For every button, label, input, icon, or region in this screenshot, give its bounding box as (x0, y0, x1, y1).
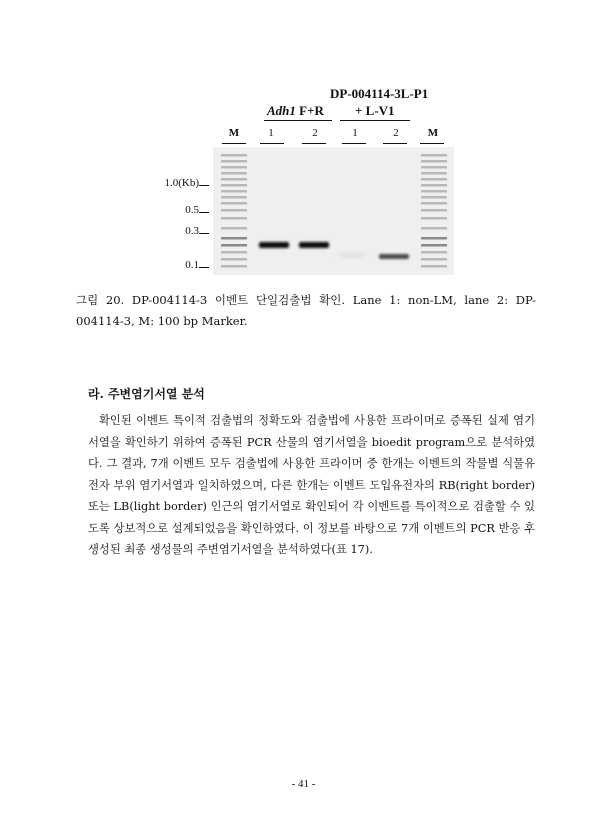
ladder-band (421, 237, 447, 240)
gel-background (213, 147, 454, 275)
lane-label-1a: 1 (268, 127, 274, 139)
ladder-band (221, 258, 247, 261)
ladder-band (221, 178, 247, 181)
ladder-band (221, 196, 247, 199)
ladder-band (221, 166, 247, 169)
lane-label-2b: 2 (393, 127, 399, 139)
section-heading: 라. 주변염기서열 분석 (88, 387, 205, 401)
ladder-labels (140, 0, 199, 300)
body-paragraph (88, 410, 535, 561)
ladder-label-1kb: 1.0(Kb) (164, 177, 199, 189)
lane-underline-3 (302, 143, 326, 144)
primer-group1-italic: Adh1 (267, 103, 296, 118)
ladder-band (421, 217, 447, 220)
lane-underline-5 (383, 143, 407, 144)
ladder-tick-01 (199, 267, 209, 268)
primer-group1-rest: F+R (295, 103, 324, 118)
ladder-band (421, 265, 447, 268)
ladder-tick-03 (199, 233, 209, 234)
body-text: 확인된 이벤트 특이적 검출법의 정확도와 검출법에 사용한 프라이머로 증폭된 실제 염기서열을 확인하기 위하여 증폭된 PCR 산물의 염기서열을 bioedit program으로 분석하였다. 그 결과, 7개 이벤트 모두 검출법에 사용한 프라이머 중 한개는 이벤트의 작물별 식물유전자 부위 염기서열과 일치하였으며, 다른 한개는 이벤트 도입유전자의 RB(right border) 또는 LB(light border) 인근의 염기서열로 확인되어 각 이벤트를 특이적으로 검출할 수 있도록 상보적으로 설계되었음을 확인하였다. 이 정보를 바탕으로 7개 이벤트의 PCR 반응 후 생성된 최종 생성물의 주변염기서열을 분석하였다(표 17). (88, 414, 535, 556)
lane-label-2a: 2 (312, 127, 318, 139)
ladder-band (221, 217, 247, 220)
group1-underline (264, 120, 332, 121)
ladder-band (421, 196, 447, 199)
ladder-band (221, 190, 247, 193)
gel-image (213, 147, 454, 275)
ladder-band (221, 237, 247, 240)
ladder-band (221, 184, 247, 187)
ladder-band (221, 244, 247, 247)
lane-underline-6 (420, 143, 444, 144)
band-lane1b (340, 254, 364, 257)
ladder-tick-05 (199, 212, 209, 213)
ladder-tick-1kb (199, 185, 209, 186)
group2-underline (340, 120, 410, 121)
ladder-band (421, 202, 447, 205)
ladder-band (421, 251, 447, 254)
figure-caption: 그림 20. DP-004114-3 이벤트 단일검출법 확인. Lane 1: non-LM, lane 2: DP-004114-3, M: 100 bp Marker. (76, 293, 536, 328)
ladder-band (421, 160, 447, 163)
ladder-band (221, 154, 247, 157)
primer-group1-label (267, 103, 324, 119)
ladder-band (421, 154, 447, 157)
lane-underline-2 (260, 143, 284, 144)
lane-underline-1 (222, 143, 246, 144)
ladder-band (221, 209, 247, 212)
ladder-band (221, 265, 247, 268)
ladder-band (421, 172, 447, 175)
ladder-band (221, 251, 247, 254)
ladder-band (221, 202, 247, 205)
ladder-band (421, 190, 447, 193)
ladder-band (421, 166, 447, 169)
ladder-band (421, 258, 447, 261)
ladder-band (221, 160, 247, 163)
ladder-band (421, 184, 447, 187)
primer-group2-label: + L-V1 (355, 103, 395, 118)
band-lane2b (379, 254, 409, 259)
ladder-band (421, 244, 447, 247)
lane-underline-4 (342, 143, 366, 144)
band-lane1a (259, 242, 289, 248)
lane-label-1b: 1 (352, 127, 358, 139)
ladder-band (221, 227, 247, 230)
band-lane2a (299, 242, 329, 248)
lane-label-marker-right: M (427, 127, 439, 139)
page-number: - 41 - (291, 778, 316, 790)
ladder-band (421, 227, 447, 230)
ladder-label-01: 0.1 (185, 259, 199, 271)
ladder-label-05: 0.5 (185, 204, 199, 216)
ladder-band (221, 172, 247, 175)
ladder-band (421, 178, 447, 181)
lane-label-marker-left: M (228, 127, 240, 139)
ladder-label-03: 0.3 (185, 225, 199, 237)
figure-title-line1: DP-004114-3L-P1 (330, 86, 429, 101)
ladder-band (421, 209, 447, 212)
